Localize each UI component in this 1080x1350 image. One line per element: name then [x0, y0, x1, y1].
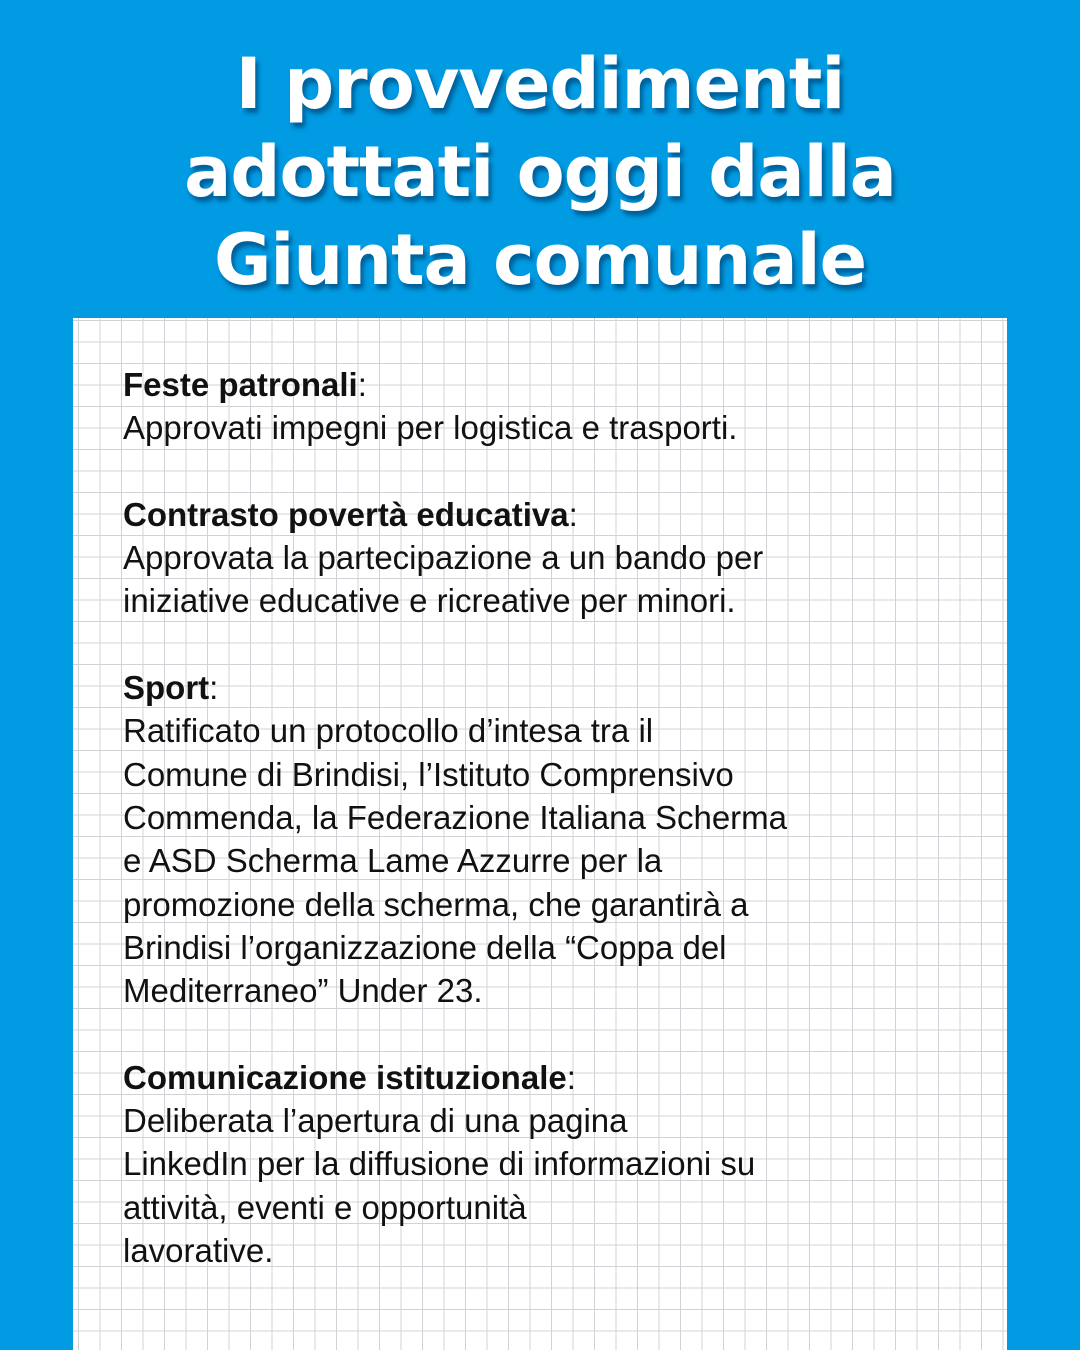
heading-colon: :	[568, 495, 578, 533]
section-heading	[123, 666, 993, 709]
content-body	[123, 363, 993, 1316]
grid-paper-card	[73, 318, 1007, 1350]
section-heading	[123, 1056, 993, 1099]
title-line: Giunta comunale	[213, 219, 867, 301]
section-text-line: Commenda, la Federazione Italiana Scherma	[123, 798, 788, 836]
section-heading-text: Sport	[123, 669, 210, 707]
heading-colon: :	[209, 669, 219, 707]
heading-colon: :	[566, 1058, 576, 1096]
section-comunicazione-istituzionale	[123, 1056, 993, 1272]
title-line: adottati oggi dalla	[184, 131, 896, 213]
section-heading	[123, 493, 993, 536]
heading-colon: :	[357, 366, 367, 403]
page-title	[0, 40, 1080, 304]
section-text-line: Approvata la partecipazione a un bando per	[123, 539, 764, 577]
section-text-line: LinkedIn per la diffusione di informazioni su	[123, 1145, 756, 1183]
section-text-line: Brindisi l’organizzazione della “Coppa del	[123, 928, 727, 966]
section-text-line: Ratificato un protocollo d’intesa tra il	[123, 712, 654, 750]
section-text-line: Deliberata l’apertura di una pagina	[123, 1102, 628, 1140]
section-text-line: Mediterraneo” Under 23.	[123, 972, 483, 1010]
section-text-line: lavorative.	[123, 1231, 274, 1269]
section-text-line: promozione della scherma, che garantirà a	[123, 885, 749, 923]
section-heading	[123, 363, 993, 406]
section-sport	[123, 666, 993, 1012]
section-text-line: iniziative educative e ricreative per minori.	[123, 582, 736, 620]
section-text-line: Comune di Brindisi, l’Istituto Comprensivo	[123, 755, 734, 793]
section-heading-text: Comunicazione istituzionale	[123, 1058, 567, 1096]
section-text-line: e ASD Scherma Lame Azzurre per la	[123, 842, 663, 880]
title-line: I provvedimenti	[235, 43, 845, 125]
section-feste-patronali	[123, 363, 993, 450]
section-heading-text: Feste patronali	[123, 366, 358, 403]
section-text-line: Approvati impegni per logistica e trasporti.	[123, 409, 738, 447]
section-heading-text: Contrasto povertà educativa	[123, 495, 569, 533]
section-text-line: attività, eventi e opportunità	[123, 1188, 527, 1226]
section-contrasto-poverta-educativa	[123, 493, 993, 623]
